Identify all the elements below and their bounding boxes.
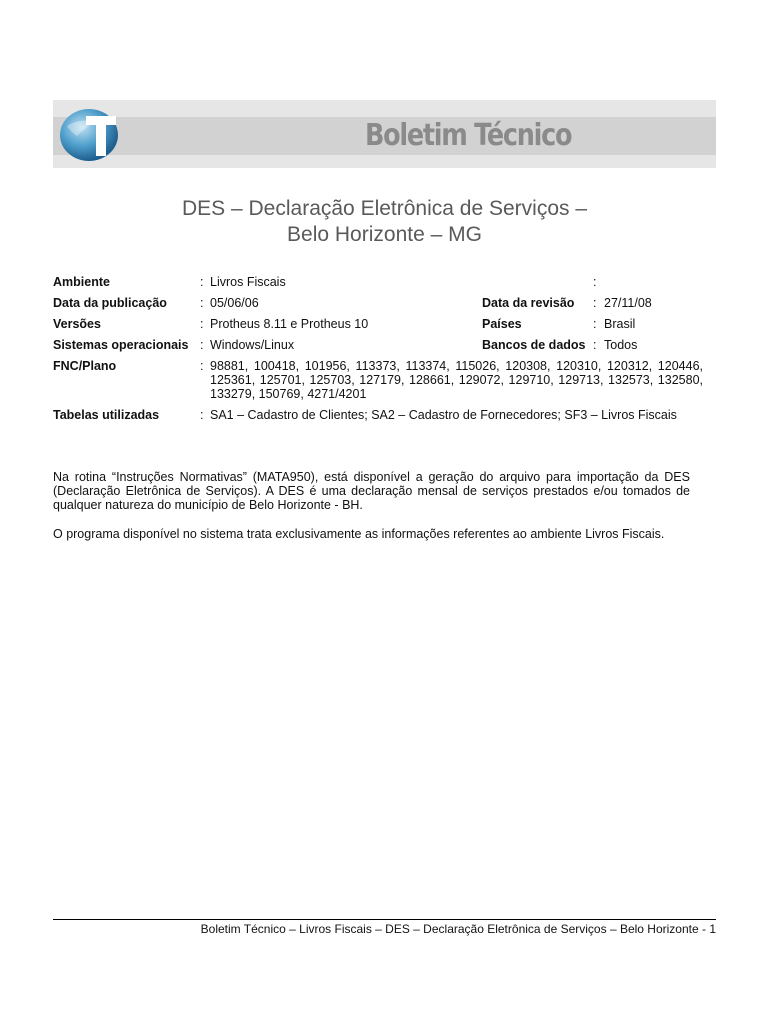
data-revisao-label: Data da revisão — [482, 296, 575, 310]
meta-row-ambiente — [53, 275, 703, 296]
separator: : — [200, 317, 204, 331]
data-publicacao-value: 05/06/06 — [210, 296, 259, 310]
paises-value: Brasil — [604, 317, 636, 331]
ambiente-value: Livros Fiscais — [210, 275, 286, 289]
document-title — [53, 196, 716, 248]
body-paragraph: O programa disponível no sistema trata exclusivamente as informações referentes ao ambiente Livros Fiscais. — [53, 527, 665, 541]
separator: : — [200, 359, 204, 373]
meta-row-sistemas — [53, 338, 703, 359]
versoes-value: Protheus 8.11 e Protheus 10 — [210, 317, 369, 331]
sistemas-value: Windows/Linux — [210, 338, 295, 352]
fnc-label: FNC/Plano — [53, 359, 117, 373]
separator: : — [593, 275, 597, 289]
meta-row-tabelas — [53, 408, 703, 429]
bancos-value: Todos — [604, 338, 638, 352]
separator: : — [200, 296, 204, 310]
paises-label: Países — [482, 317, 522, 331]
empty-value — [604, 275, 703, 296]
header-banner — [53, 100, 716, 168]
title-line: DES – Declaração Eletrônica de Serviços – — [181, 197, 588, 220]
page-footer: Boletim Técnico – Livros Fiscais – DES – Declaração Eletrônica de Serviços – Belo Horizonte - 1 — [200, 922, 716, 936]
empty-label — [482, 275, 593, 296]
sistemas-label: Sistemas operacionais — [53, 338, 189, 352]
ambiente-label: Ambiente — [53, 275, 110, 289]
meta-row-fnc — [53, 359, 703, 408]
separator: : — [593, 338, 597, 352]
footer-rule — [53, 919, 716, 920]
separator: : — [200, 338, 204, 352]
title-line: Belo Horizonte – MG — [287, 223, 482, 246]
totvs-sphere-logo-icon — [59, 106, 119, 162]
data-publicacao-label: Data da publicação — [53, 296, 167, 310]
data-revisao-value: 27/11/08 — [604, 296, 652, 310]
separator: : — [593, 296, 597, 310]
fnc-value: 98881, 100418, 101956, 113373, 113374, 115026, 120308, 120310, 120312, 120446, 125361, 125701, 125703, 127179, 128661, 129072, 129710, 129713, 132573, 132580, 133279, 150769, 4271/4201 — [210, 359, 703, 401]
separator: : — [593, 317, 597, 331]
bancos-label: Bancos de dados — [482, 338, 586, 352]
tabelas-label: Tabelas utilizadas — [53, 408, 160, 422]
body-paragraph: Na rotina “Instruções Normativas” (MATA950), está disponível a geração do arquivo para importação da DES (Declaração Eletrônica de Serviços). A DES é uma declaração mensal de serviços prestados e/ou tomados de qualquer natureza do município de Belo Horizonte - BH. — [53, 470, 690, 512]
metadata-table — [53, 275, 703, 429]
tabelas-value: SA1 – Cadastro de Clientes; SA2 – Cadastro de Fornecedores; SF3 – Livros Fiscais — [210, 408, 677, 422]
separator: : — [200, 275, 204, 289]
meta-row-versoes — [53, 317, 703, 338]
banner-title: Boletim Técnico — [365, 118, 572, 153]
meta-row-data — [53, 296, 703, 317]
separator: : — [200, 408, 204, 422]
versoes-label: Versões — [53, 317, 101, 331]
